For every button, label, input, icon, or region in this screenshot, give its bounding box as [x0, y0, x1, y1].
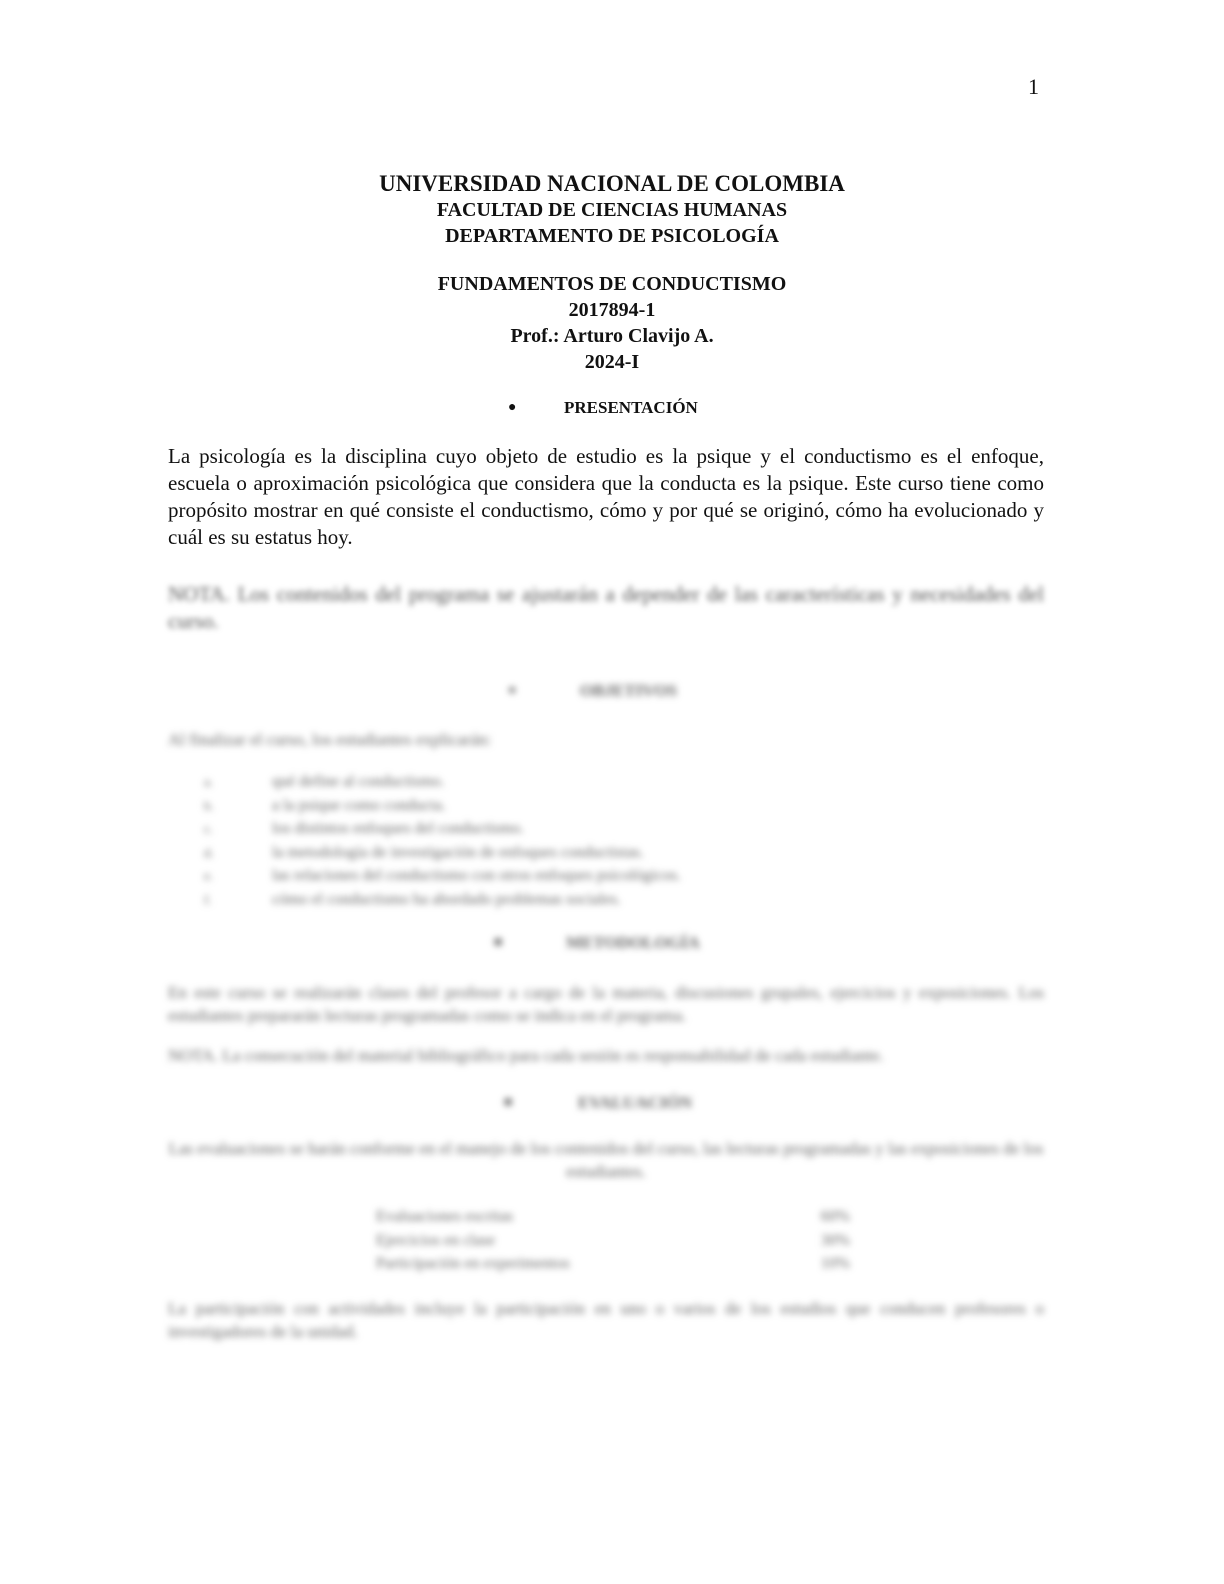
table-row: Participación en experimentos 10% [376, 1255, 850, 1272]
faculty-name: FACULTAD DE CIENCIAS HUMANAS [436, 199, 788, 221]
bullet-icon: ● [508, 683, 517, 698]
section-heading-evaluation [0, 1091, 1224, 1115]
university-name: UNIVERSIDAD NACIONAL DE COLOMBIA [379, 171, 845, 196]
course-info [0, 271, 1224, 375]
presentation-note: NOTA. Los contenidos del programa se ajustarán a depender de las características y necesidades del curso. [168, 582, 1044, 633]
bullet-icon: ● [508, 400, 517, 415]
section-heading-presentation [0, 396, 1224, 420]
evaluation-table [376, 1205, 850, 1276]
table-row: Evaluaciones escritas 60% [376, 1208, 850, 1225]
course-name: FUNDAMENTOS DE CONDUCTISMO [437, 273, 787, 295]
list-item: a. qué define al conductismo. [204, 773, 445, 790]
objectives-intro: Al finalizar el curso, los estudiantes explicarán: [168, 730, 492, 749]
presentation-body: La psicología es la disciplina cuyo objeto de estudio es la psique y el conductismo es el enfoque, escuela o aproximación psicológica que considera que la conducta es la psique. Este curso tiene como propósito mostrar en qué consiste el conductismo, cómo y por qué se originó, cómo ha evolucionado y cuál es su estatus hoy. [168, 444, 1044, 549]
course-term: 2024-I [584, 351, 640, 373]
course-professor: Prof.: Arturo Clavijo A. [510, 325, 714, 347]
bullet-icon: ■ [504, 1095, 513, 1110]
course-code: 2017894-1 [568, 299, 656, 321]
section-title: METODOLOGÍA [566, 933, 700, 952]
list-item: c. los distintos enfoques del conductismo. [204, 820, 524, 837]
list-item: f. cómo el conductismo ha abordado problemas sociales. [204, 890, 621, 908]
evaluation-footer: La participación con actividades incluye la participación en uno o varios de los estudios que conducen profesores o investigadores de la unidad. [168, 1299, 1044, 1341]
document-header [0, 170, 1224, 249]
section-heading-objectives [0, 679, 1224, 703]
list-item: e. las relaciones del conductismo con otros enfoques psicológicos. [204, 867, 681, 884]
department-name: DEPARTAMENTO DE PSICOLOGÍA [445, 225, 779, 247]
section-title: PRESENTACIÓN [564, 398, 698, 417]
section-title: EVALUACIÓN [578, 1093, 692, 1112]
evaluation-intro: Las evaluaciones se harán conforme en el manejo de los contenidos del curso, las lecturas programadas y las exposiciones de los estudiantes. [168, 1139, 1044, 1181]
methodology-note: NOTA. La consecución del material bibliográfico para cada sesión es responsabilidad de cada estudiante. [168, 1046, 884, 1065]
list-item: d. la metodología de investigación de enfoques conductistas. [204, 843, 644, 861]
objectives-list [0, 770, 1224, 911]
bullet-icon: ■ [494, 935, 503, 950]
methodology-body: En este curso se realizarán clases del profesor a cargo de la materia, discusiones grupales, ejercicios y exposiciones. Los estudiantes prepararán lecturas programadas como se indica en el programa. [168, 983, 1044, 1025]
table-row: Ejercicios en clase 30% [376, 1231, 850, 1249]
section-title: OBJETIVOS [580, 681, 677, 700]
section-heading-methodology [0, 931, 1224, 955]
page-number: 1 [1028, 74, 1039, 99]
list-item: b. a la psique como conducta. [204, 796, 446, 814]
